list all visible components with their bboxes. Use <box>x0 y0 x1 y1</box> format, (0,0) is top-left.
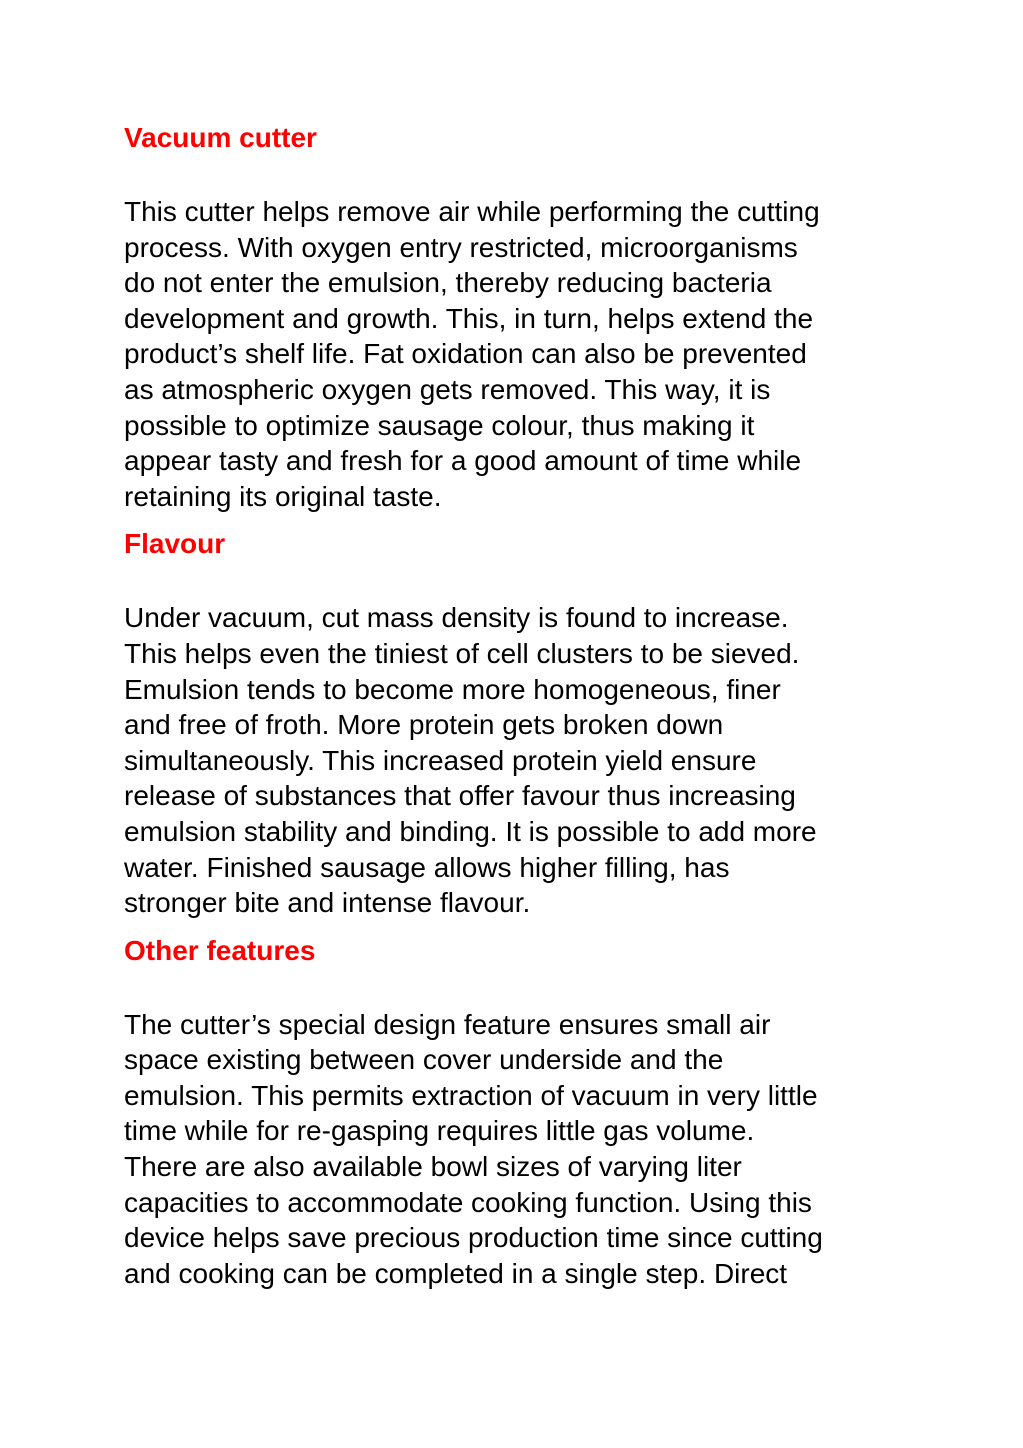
section-heading-vacuum-cutter: Vacuum cutter <box>124 122 317 153</box>
section-heading-flavour: Flavour <box>124 528 226 560</box>
spacer <box>124 158 914 194</box>
spacer <box>124 564 914 600</box>
body-line: release of substances that offer favour thus increasing <box>124 780 796 812</box>
body-line: possible to optimize sausage colour, thus making it <box>124 409 755 441</box>
body-line: space existing between cover underside and the <box>124 1044 724 1076</box>
body-line: device helps save precious production time since cutting <box>124 1222 823 1254</box>
body-line: stronger bite and intense flavour. <box>124 887 531 919</box>
body-line: and free of froth. More protein gets broken down <box>124 709 724 741</box>
body-line: capacities to accommodate cooking function. Using this <box>124 1186 812 1218</box>
body-line: as atmospheric oxygen gets removed. This way, it is <box>124 373 771 405</box>
body-line: development and growth. This, in turn, helps extend the <box>124 302 814 334</box>
spacer <box>124 921 914 931</box>
spacer <box>124 514 914 524</box>
body-line: This cutter helps remove air while performing the cutting <box>124 196 820 227</box>
section-body-vacuum-cutter <box>124 194 914 514</box>
body-line: There are also available bowl sizes of varying liter <box>124 1151 742 1183</box>
body-line: process. With oxygen entry restricted, microorganisms <box>124 231 798 263</box>
body-line: water. Finished sausage allows higher filling, has <box>124 851 730 883</box>
body-line: simultaneously. This increased protein yield ensure <box>124 744 757 776</box>
body-line: This helps even the tiniest of cell clusters to be sieved. <box>124 637 800 669</box>
body-line: time while for re-gasping requires little gas volume. <box>124 1115 755 1147</box>
section-heading-other-features: Other features <box>124 934 316 966</box>
body-line: retaining its original taste. <box>124 480 442 512</box>
spacer <box>124 971 914 1007</box>
document-page <box>124 118 914 1291</box>
body-line: and cooking can be completed in a single step. Direct <box>124 1257 788 1289</box>
body-line: appear tasty and fresh for a good amount of time while <box>124 445 802 477</box>
body-line: Emulsion tends to become more homogeneous, finer <box>124 673 781 705</box>
body-line: Under vacuum, cut mass density is found to increase. <box>124 602 789 634</box>
section-body-other-features <box>124 1007 914 1292</box>
body-line: do not enter the emulsion, thereby reducing bacteria <box>124 267 772 299</box>
body-line: emulsion. This permits extraction of vacuum in very little <box>124 1079 818 1111</box>
section-body-flavour <box>124 600 914 920</box>
body-line: product’s shelf life. Fat oxidation can also be prevented <box>124 338 807 370</box>
body-line: The cutter’s special design feature ensures small air <box>124 1008 771 1040</box>
body-line: emulsion stability and binding. It is possible to add more <box>124 815 817 847</box>
